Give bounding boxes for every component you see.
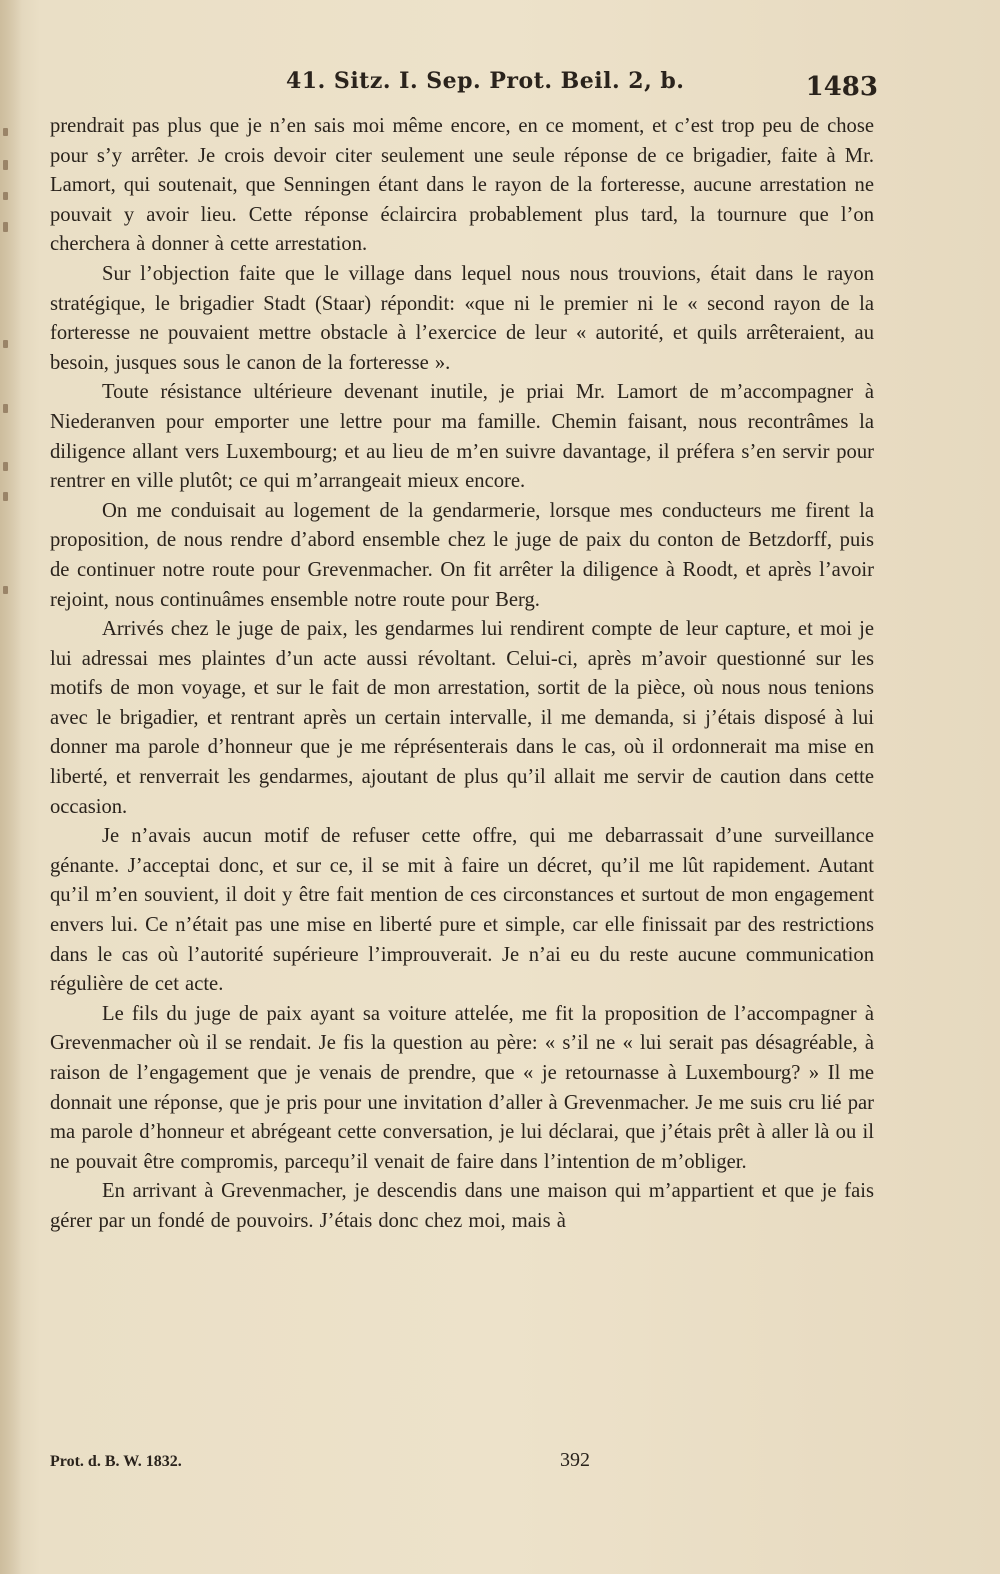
paragraph: En arrivant à Grevenmacher, je descendis dans une maison qui m’appartient et que je fais gérer par un fondé de pouvoirs. J’étais donc chez moi, mais à <box>50 1180 874 1232</box>
paragraph: Sur l’objection faite que le village dans lequel nous nous trouvions, était dans le rayon stratégique, le brigadier Stadt (Staar) répondit: «que ni le premier ni le « second rayon de la forteresse ne pouvaient mettre obstacle à l’exercice de leur « autorité, et quils arrêteraient, au besoin, jusques sous le canon de la forteresse ». <box>50 262 874 374</box>
page-number: 1483 <box>805 72 878 102</box>
paragraph: Le fils du juge de paix ayant sa voiture attelée, me fit la proposition de l’accompagner à Grevenmacher où il se rendait. Je fis la question au père: « s’il ne « lui serait pas désagréable, à raison de l’engagement que je venais de prendre, que « je retournasse à Luxembourg? » Il me donnait une réponse, que je pris pour une invitation d’aller à Grevenmacher. Je me suis cru lié par ma parole d’honneur et abrégeant cette conversation, je lui déclarai, que j’étais prêt à aller là ou il ne pouvait être compromis, parcequ’il venait de faire dans l’intention de m’obliger. <box>50 1002 874 1173</box>
paragraph: Toute résistance ultérieure devenant inutile, je priai Mr. Lamort de m’accompagner à Niederanven pour emporter une lettre pour ma famille. Chemin faisant, nous recontrâmes la diligence allant vers Luxembourg; et au lieu de m’en suivre davantage, il préfera s’en servir pour rentrer en ville plutôt; ce qui m’arrangeait mieux encore. <box>50 381 874 493</box>
paragraph: Arrivés chez le juge de paix, les gendarmes lui rendirent compte de leur capture, et moi je lui adressai mes plaintes d’un acte aussi révoltant. Celui-ci, après m’avoir questionné sur les motifs de mon voyage, et sur le fait de mon arrestation, sortit de la pièce, où nous nous tenions avec le brigadier, et rentrant après un certain intervalle, il me demanda, si j’étais disposé à lui donner ma parole d’honneur que je me réprésenterais dans le cas, où il ordonnerait ma mise en liberté, et renverrait les gendarmes, ajoutant de plus qu’il allait me servir de caution dans cette occasion. <box>50 618 874 818</box>
paragraph: Je n’avais aucun motif de refuser cette offre, qui me debarrassait d’une surveillance génante. J’acceptai donc, et sur ce, il se mit à faire un décret, qu’il me lût rapidement. Autant qu’il m’en souvient, il doit y être fait mention de ces circonstances et surtout de mon engagement envers lui. Ce n’était pas une mise en liberté pure et simple, car elle finissait par des restrictions dans le cas où l’autorité supérieure l’improuverait. Je n’ai eu du reste aucune communication régulière de cet acte. <box>50 825 874 996</box>
page-footer <box>0 1447 1000 1477</box>
sheet-number: 392 <box>560 1449 590 1471</box>
paragraph: On me conduisait au logement de la gendarmerie, lorsque mes conducteurs me firent la proposition, de nous rendre d’abord ensemble chez le juge de paix du conton de Betzdorff, puis de continuer notre route pour Grevenmacher. On fit arrêter la diligence à Roodt, et après l’avoir rejoint, nous continuâmes ensemble notre route pour Berg. <box>50 499 874 611</box>
body-text <box>50 112 874 1237</box>
running-title: 41. Sitz. I. Sep. Prot. Beil. 2, b. <box>286 68 685 94</box>
paragraph: prendrait pas plus que je n’en sais moi même encore, en ce moment, et c’est trop peu de chose pour s’y arrêter. Je crois devoir citer seulement une seule réponse de ce brigadier, faite à Mr. Lamort, qui soutenait, que Senningen étant dans le rayon de la forteresse, aucune arrestation ne pouvait y avoir lieu. Cette réponse éclaircira probablement plus tard, la tournure que l’on cherchera à donner à cette arrestation. <box>50 115 874 256</box>
page-header <box>0 62 1000 102</box>
page-gutter-shadow <box>0 0 22 1574</box>
signature-mark: Prot. d. B. W. 1832. <box>50 1453 182 1470</box>
